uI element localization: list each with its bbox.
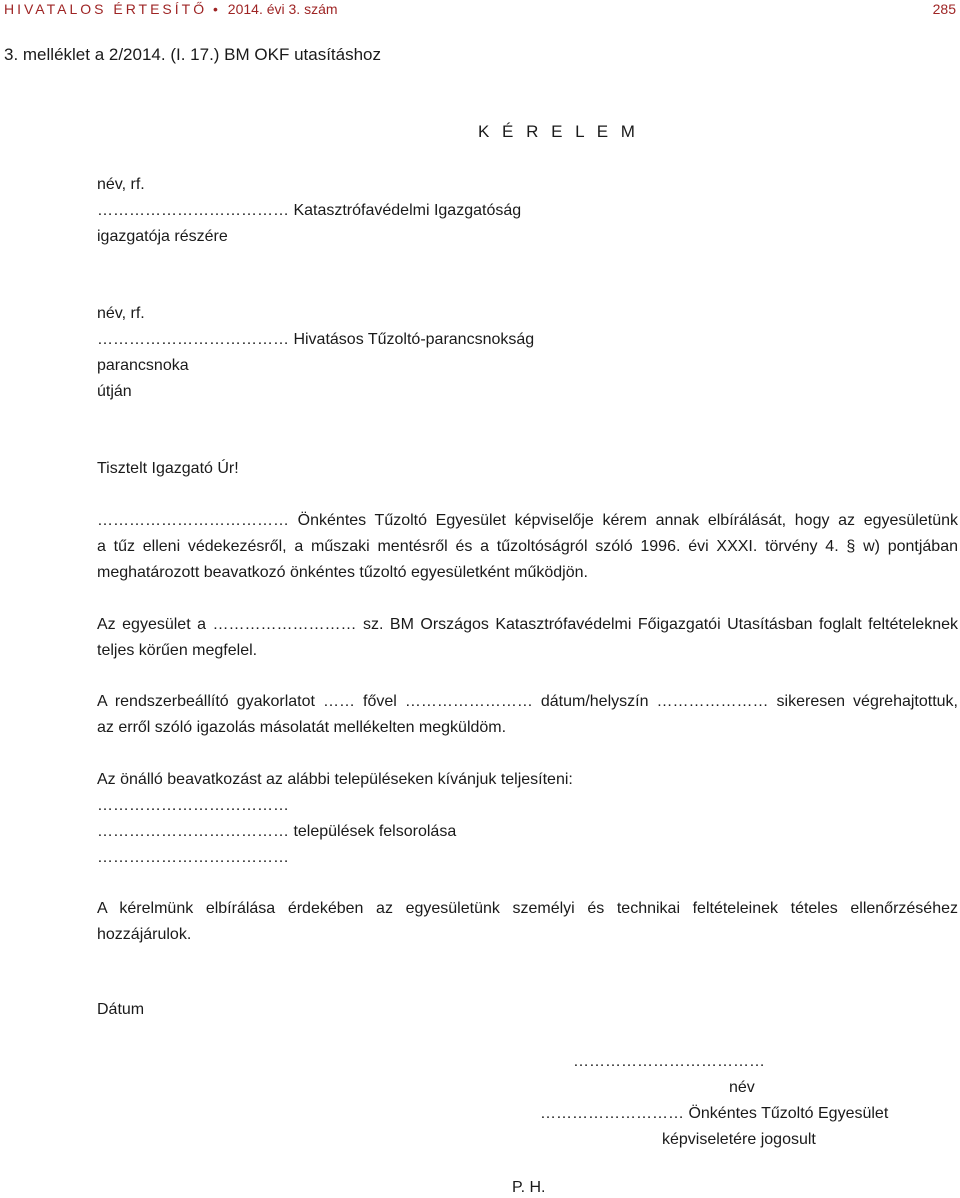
paragraph3-line1: A rendszerbeállító gyakorlatot …… fővel …………………… dátum/helyszín ………………… sikeresen végrehajtottuk, <box>97 693 958 710</box>
signature-name-label: név <box>729 1079 755 1096</box>
via-command-line: ……………………………… Hivatásos Tűzoltó-parancsnokság <box>97 331 535 348</box>
paragraph3-line2: az erről szóló igazolás másolatát mellékelten megküldöm. <box>97 719 507 736</box>
paragraph4-line2: hozzájárulok. <box>97 926 192 943</box>
paragraph2-line2: teljes körűen megfelel. <box>97 642 258 659</box>
recipient-role-line: igazgatója részére <box>97 228 228 245</box>
settlements-dots-1: ……………………………… <box>97 797 289 814</box>
bullet-separator: • <box>213 1 218 17</box>
page-header <box>4 0 956 20</box>
paragraph2-line1: Az egyesület a ……………………… sz. BM Országos Katasztrófavédelmi Főigazgatói Utasításban foglalt feltételeknek <box>97 616 958 633</box>
signature-dots: ……………………………… <box>573 1053 765 1070</box>
publication-title: HIVATALOS ÉRTESÍTŐ <box>4 1 208 17</box>
form-title: K É R E L E M <box>478 122 639 141</box>
recipient-directorate-line: ……………………………… Katasztrófavédelmi Igazgatóság <box>97 202 522 219</box>
date-label: Dátum <box>97 1001 145 1018</box>
salutation: Tisztelt Igazgató Úr! <box>97 460 239 477</box>
signature-role: képviseletére jogosult <box>662 1131 816 1148</box>
page-number: 285 <box>932 1 956 17</box>
via-role-line: parancsnoka <box>97 357 189 374</box>
signature-organization-line: ……………………… Önkéntes Tűzoltó Egyesület <box>540 1105 889 1122</box>
annex-title: 3. melléklet a 2/2014. (I. 17.) BM OKF utasításhoz <box>4 45 382 64</box>
settlements-dots-3: ……………………………… <box>97 849 289 866</box>
via-name-line: név, rf. <box>97 305 145 322</box>
via-through-line: útján <box>97 383 132 400</box>
paragraph1-line2: a tűz elleni védekezésről, a műszaki mentésről és a tűzoltóságról szóló 1996. évi XXXI. törvény 4. § w) pontjában <box>97 538 958 555</box>
settlements-intro: Az önálló beavatkozást az alábbi településeken kívánjuk teljesíteni: <box>97 771 573 788</box>
stamp-label: P. H. <box>512 1179 546 1196</box>
settlements-list-line: ……………………………… települések felsorolása <box>97 823 457 840</box>
paragraph4-line1: A kérelmünk elbírálása érdekében az egyesületünk személyi és technikai feltételeinek tételes ellenőrzéséhez <box>97 900 958 917</box>
issue-label: 2014. évi 3. szám <box>227 1 338 17</box>
paragraph1-line3: meghatározott beavatkozó önkéntes tűzoltó egyesületként működjön. <box>97 564 588 581</box>
paragraph1-line1: ……………………………… Önkéntes Tűzoltó Egyesület képviselője kérem annak elbírálását, hogy az egyesületünk <box>97 512 958 529</box>
header-left <box>4 0 338 18</box>
recipient-name-line: név, rf. <box>97 176 145 193</box>
